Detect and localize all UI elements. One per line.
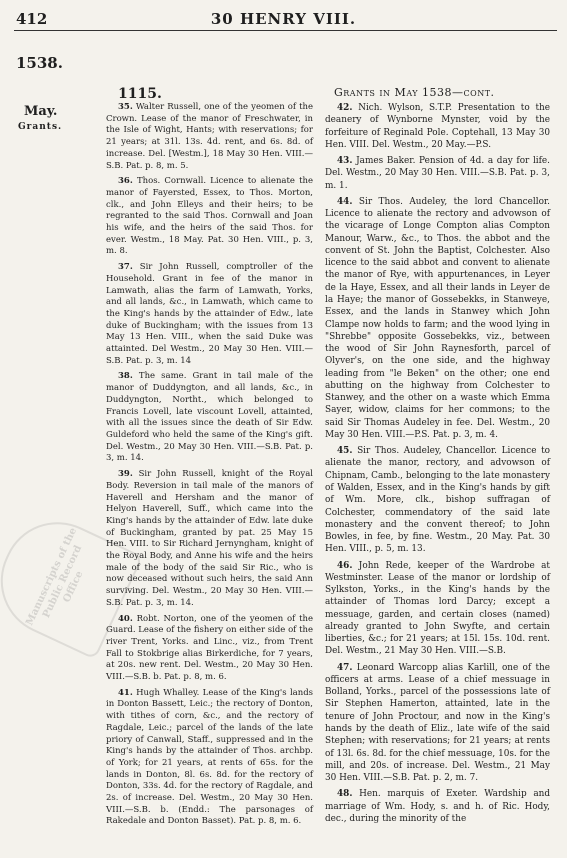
section-title: Grants in May 1538—cont. (334, 86, 495, 99)
grant-entry (325, 445, 550, 555)
page-number: 412 (16, 10, 48, 28)
entry-text: Sir John Russell, comptroller of the Household. Grant in fee of the manor in Lamwath, alias the farm of Lamwath, Yorks, and all lands, &c., in Lamwath, which came to the King's hands by the attainder of Edw., late duke of Buckingham; with the issues from 13 May 13 Hen. VIII., when the said Duke was attainted. Del Westm., 20 May 30 Hen. VIII.—S.B. Pat. p. 3, m. 14 (106, 262, 314, 366)
grant-entry (106, 102, 313, 172)
grant-entry (106, 262, 313, 367)
grant-entry (106, 469, 313, 609)
entry-number: 44. (337, 196, 353, 207)
entry-text: Walter Russell, one of the yeomen of the Crown. Lease of the manor of Freschwater, in the Isle of Wight, Hants; with reservations; for 21 years; at 31l. 13s. 4d. rent, and 6s. 8d. of increase. Del. [Westm.], 18 May 30 Hen. VIII.—S.B. Pat. p. 8, m. 5. (106, 102, 314, 171)
entry-number: 47. (337, 662, 353, 673)
entry-number: 38. (118, 371, 133, 382)
watermark-text: Manuscripts of the Public Record Office (24, 526, 86, 628)
margin-month: May. (24, 104, 58, 119)
entry-text: Sir John Russell, knight of the Royal Body. Reversion in tail male of the manors of Haverell and Hersham and the manor of Helyon Haverell, Suff., which came into the King's hands by the attainder of Edw. late duke of Buckingham, granted by pat. 25 May 15 Hen. VIII. to Sir Richard Jernyngham, knight of the Royal Body, and Anne his wife and the heirs male of the body of the said Sir Ric., who is now deceased without such heirs, the said Ann surviving. Del. Westm., 20 May 30 Hen. VIII.—S.B. Pat. p. 3, m. 14. (106, 469, 314, 608)
grant-entry (325, 560, 550, 658)
entry-number: 46. (337, 560, 353, 571)
grant-entry (325, 155, 550, 192)
entry-number: 45. (337, 446, 353, 457)
header-rule (14, 30, 557, 31)
entry-text: Sir Thos. Audeley, the lord Chancellor. Licence to alienate the rectory and advowson of the vicarage of Longe Compton alias Compton Manour, Warw., &c., to Thos. the abbot and the convent of St. John the Baptist, Colchester. Also licence to the said abbot and convent to alienate the manor of Rye, with appurtenances, in Leyer de la Haye, Essex, and all their lands in Leyer de la Haye; the manor of Gossebekks, in Stanweye, Essex, and the lands in Stanwey which John Clampe now holds to farm; and the wood lying in "Shrebbe" opposite Gossebekks, viz., between the wood of Sir John Raynesforth, parcel of Olyver's, on the one side, and the highway leading from "le Beken" on the other; one end abutting on the highway from Colchester to Stanwey, and the other on a waste which Emma Sayer, widow, claims for her commons; to the said Sir Thomas Audeley in fee. Del. Westm., 20 May 30 Hen. VIII.—P.S. Pat. p. 3, m. 4. (325, 196, 550, 440)
grant-entry (106, 176, 313, 258)
section-number: 1115. (118, 86, 162, 102)
entry-text: Nich. Wylson, S.T.P. Presentation to the deanery of Wynborne Mynster, void by the forfeiture of Reginald Pole. Coptehall, 13 May 30 Hen. VIII. Del. Westm., 20 May.—P.S. (325, 103, 550, 150)
page-header (0, 6, 567, 32)
right-column (325, 102, 550, 829)
grant-entry (106, 688, 313, 828)
left-column (106, 102, 313, 832)
entry-text: Hugh Whalley. Lease of the King's lands in Donton Bassett, Leic.; the rectory of Donton, with tithes of corn, &c., and the rectory of Ragdale, Leic.; parcel of the lands of the late priory of Canwall, Staff., suppressed and in the King's hands by the attainder of Thos. archbp. of York; for 21 years, at rents of 65s. for the lands in Donton, 8l. 6s. 8d. for the rectory of Donton, 33s. 4d. for the rectory of Ragdale, and 2s. of increase. Del. Westm., 20 May 30 Hen. VIII.—S.B. b. (Endd.: The parsonages of Rakedale and Donton Basset). Pat. p. 8, m. 6. (106, 687, 314, 827)
entry-text: Leonard Warcopp alias Karlill, one of the officers at arms. Lease of a chief messuage in Bolland, Yorks., parcel of the possessions late of Sir Stephen Hamerton, attainted, late in the tenure of John Proctour, and now in the King's hands by the death of Eliz., late wife of the said Stephen; with reservations; for 21 years; at rents of 13l. 6s. 8d. for the chief messuage, 10s. for the mill, and 20s. of increase. Del. Westm., 21 May 30 Hen. VIII.—S.B. Pat. p. 2, m. 7. (325, 662, 550, 784)
entry-number: 36. (118, 176, 133, 187)
grant-entry (325, 196, 550, 441)
grant-entry (325, 788, 550, 825)
entry-text: Thos. Cornwall. Licence to alienate the manor of Fayersted, Essex, to Thos. Morton, clk., and John Elleys and their heirs; to be regranted to the said Thos. Cornwall and Joan his wife, and the heirs of the said Thos. for ever. Westm., 18 May. Pat. 30 Hen. VIII., p. 3, m. 8. (106, 176, 313, 257)
margin-year: 1538. (16, 54, 63, 72)
entry-number: 43. (337, 156, 353, 167)
grant-entry (325, 662, 550, 785)
entry-text: John Rede, keeper of the Wardrobe at Westminster. Lease of the manor or lordship of Sylkston, Yorks., in the King's hands by the attainder of Thomas lord Darcy; except a messuage, garden, and certain closes (named) already granted to John Swyfte, and certain liberties, &c.; for 21 years; at 15l. 15s. 10d. rent. Del. Westm., 21 May 30 Hen. VIII.—S.B. (325, 560, 550, 657)
entry-number: 41. (118, 687, 133, 698)
entry-number: 35. (118, 102, 133, 112)
entry-number: 39. (118, 469, 133, 480)
grant-entry (106, 614, 313, 684)
entry-text: Sir Thos. Audeley, Chancellor. Licence to alienate the manor, rectory, and advowson of Chipnam, Camb., belonging to the late monastery of Walden, Essex, and in the King's hands by gift of Wm. More, clk., bishop suffragan of Colchester, commendatory of the said late monastery and the convent thereof; to John Bowles, in fee, by fine. Westm., 20 May. Pat. 30 Hen. VIII., p. 5, m. 13. (325, 446, 550, 555)
entry-text: James Baker. Pension of 4d. a day for life. Del. Westm., 20 May 30 Hen. VIII.—S.B. Pat. p. 3, m. 1. (325, 156, 550, 191)
entry-number: 40. (118, 613, 133, 624)
grant-entry (106, 371, 313, 465)
entry-number: 37. (118, 262, 133, 273)
entry-text: Hen. marquis of Exeter. Wardship and marriage of Wm. Hody, s. and h. of Ric. Hody, dec., during the minority of the (325, 789, 551, 824)
grant-entry (325, 102, 550, 151)
entry-number: 42. (337, 103, 353, 113)
margin-section-label: Grants. (18, 122, 63, 132)
entry-number: 48. (337, 789, 353, 800)
running-head: 30 HENRY VIII. (210, 10, 357, 28)
entry-text: Robt. Norton, one of the yeomen of the Guard. Lease of the fishery on either side of the river Trent, Yorks. and Linc., viz., from Trent Fall to Stokbrige alias Birkerdiche, for 7 years, at 20s. new rent. Del. Westm., 20 May 30 Hen. VIII.—S.B. b. Pat. p. 8, m. 6. (106, 613, 314, 683)
entry-text: The same. Grant in tail male of the manor of Duddyngton, and all lands, &c., in Duddyngton, Northt., which belonged to Francis Lovell, late viscount Lovell, attainted, with all the issues since the death of Sir Edw. Guldeford who held the same of the King's gift. Del. Westm., 20 May 30 Hen. VIII.—S.B. Pat. p. 3, m. 14. (106, 371, 314, 464)
